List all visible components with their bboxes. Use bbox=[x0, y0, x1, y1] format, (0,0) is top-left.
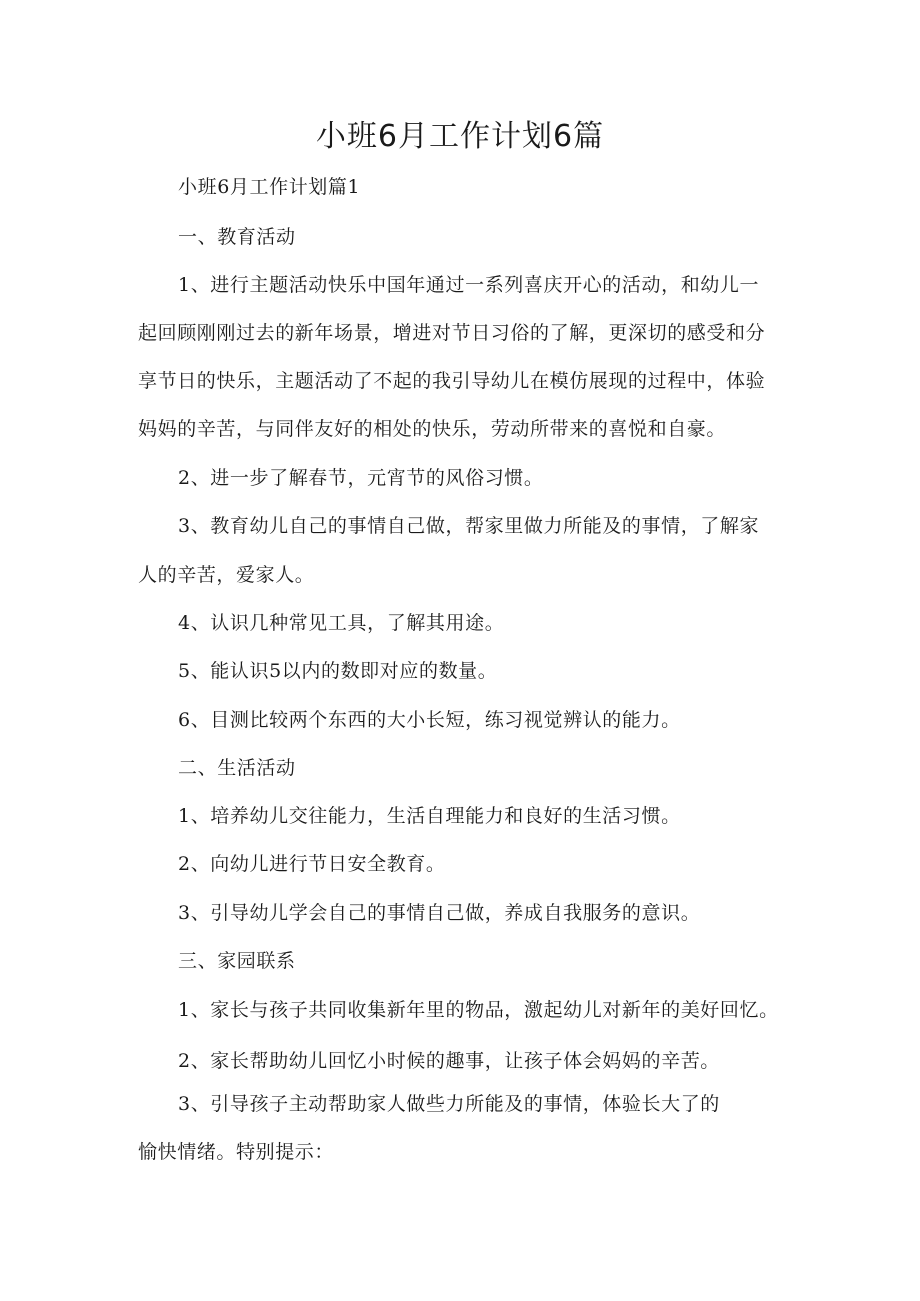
paragraph-line: 2、向幼儿进行节日安全教育。 bbox=[178, 853, 446, 875]
paragraph-line: 1、家长与孩子共同收集新年里的物品，激起幼儿对新年的美好回忆。 bbox=[178, 999, 779, 1021]
paragraph-line: 2、进一步了解春节，元宵节的风俗习惯。 bbox=[178, 467, 544, 489]
paragraph-line: 3、引导孩子主动帮助家人做些力所能及的事情，体验长大了的 bbox=[178, 1093, 720, 1115]
paragraph-line: 享节日的快乐，主题活动了不起的我引导幼儿在模仿展现的过程中，体验 bbox=[138, 370, 766, 392]
subsection-heading: 一、教育活动 bbox=[178, 226, 296, 248]
paragraph-line: 妈妈的辛苦，与同伴友好的相处的快乐，劳动所带来的喜悦和自豪。 bbox=[138, 418, 727, 440]
paragraph-line: 6、目测比较两个东西的大小长短，练习视觉辨认的能力。 bbox=[178, 709, 681, 731]
paragraph-line: 愉快情绪。特别提示： bbox=[138, 1141, 335, 1163]
subsection-heading: 二、生活活动 bbox=[178, 757, 296, 779]
paragraph-line: 人的辛苦，爱家人。 bbox=[138, 564, 315, 586]
paragraph-line: 2、家长帮助幼儿回忆小时候的趣事，让孩子体会妈妈的辛苦。 bbox=[178, 1050, 720, 1072]
paragraph-line: 1、培养幼儿交往能力，生活自理能力和良好的生活习惯。 bbox=[178, 805, 681, 827]
paragraph-line: 1、进行主题活动快乐中国年通过一系列喜庆开心的活动，和幼儿一 bbox=[178, 274, 760, 296]
paragraph-line: 4、认识几种常见工具，了解其用途。 bbox=[178, 612, 505, 634]
subsection-heading: 三、家园联系 bbox=[178, 950, 296, 972]
document-title: 小班6月工作计划6篇 bbox=[315, 119, 605, 154]
section-heading: 小班6月工作计划篇1 bbox=[178, 176, 361, 198]
paragraph-line: 5、能认识5以内的数即对应的数量。 bbox=[178, 660, 498, 682]
paragraph-line: 3、教育幼儿自己的事情自己做，帮家里做力所能及的事情，了解家 bbox=[178, 515, 760, 537]
paragraph-line: 3、引导幼儿学会自己的事情自己做，养成自我服务的意识。 bbox=[178, 902, 701, 924]
paragraph-line: 起回顾刚刚过去的新年场景，增进对节日习俗的了解，更深切的感受和分 bbox=[138, 322, 766, 344]
